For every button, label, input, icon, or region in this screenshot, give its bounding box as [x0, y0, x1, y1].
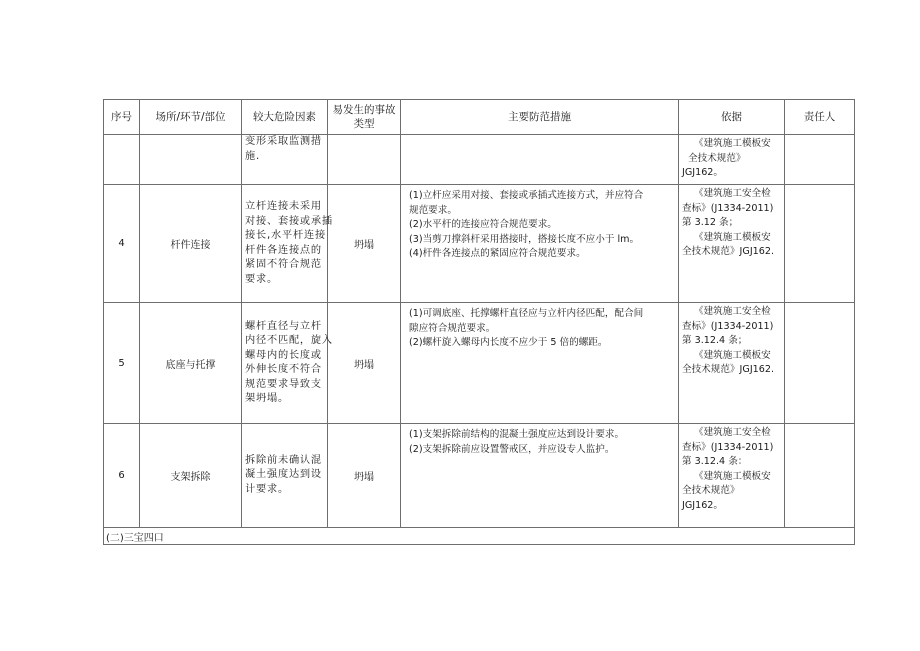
cell-no: 4	[104, 185, 140, 303]
cell-basis	[679, 424, 785, 528]
hazard-line: 螺杆直径与立杆	[245, 320, 322, 332]
hazard-line: 拆除前未确认混	[245, 454, 322, 466]
cell-owner	[785, 185, 855, 303]
hazard-line: 计要求。	[245, 483, 289, 495]
measure-line: 规范要求。	[409, 204, 457, 216]
measure-line: (2)支架拆除前应设置警戒区，并应设专人监护。	[409, 443, 615, 455]
basis-line: 第 3.12 条；	[682, 217, 739, 228]
cell-hazard	[242, 135, 328, 185]
cell-hazard	[242, 185, 333, 303]
basis-line: 《建筑施工安全检	[694, 427, 771, 438]
cell-owner	[785, 303, 855, 424]
header-accident-type	[328, 100, 401, 135]
hazard-line: 凝土强度达到设	[245, 469, 322, 481]
table-row	[104, 185, 855, 303]
cell-owner	[785, 424, 855, 528]
cell-no: 5	[104, 303, 140, 424]
section-heading: (二)三宝四口	[104, 528, 855, 545]
cell-place: 底座与托撑	[140, 303, 242, 424]
hazard-line: 对接、套接或承插	[245, 215, 333, 227]
basis-line: 《建筑施工模板安	[694, 231, 771, 243]
cell-no	[104, 135, 140, 185]
measure-line: 隙应符合规范要求。	[409, 322, 496, 334]
basis-line: 《建筑施工安全检	[694, 306, 771, 317]
basis-line: 查标》(J1334-2011)	[682, 202, 774, 214]
cell-accident-type	[328, 135, 401, 185]
cell-measures	[401, 135, 679, 185]
basis-line: 全技术规范》JGJ162.	[682, 364, 775, 375]
measure-line: (2)螺杆旋入螺母内长度不应少于 5 倍的螺距。	[409, 337, 608, 348]
hazard-line: 施.	[245, 150, 261, 162]
cell-measures	[401, 424, 679, 528]
cell-measures	[401, 303, 679, 424]
measure-line: (3)当剪刀撑斜杆采用搭接时，搭接长度不应小于 lm。	[409, 233, 640, 245]
cell-basis	[679, 303, 785, 424]
measure-line: (2)水平杆的连接应符合规范要求。	[409, 219, 557, 230]
basis-line: 全技术规范》JGJ162.	[682, 246, 775, 257]
basis-line: 全技术规范》	[682, 485, 740, 496]
document-sheet	[103, 99, 854, 545]
section-row	[104, 528, 855, 545]
header-basis: 依据	[679, 100, 785, 135]
hazard-line: 杆件各连接点的	[245, 244, 322, 256]
hazard-line: 螺母内的长度或	[245, 349, 322, 361]
hazard-line: 外伸长度不符合	[245, 364, 322, 375]
measure-line: (4)杆件各连接点的紧固应符合规范要求。	[409, 248, 586, 259]
cell-place	[140, 135, 242, 185]
hazard-line: 变形采取监测措	[245, 136, 322, 147]
basis-line: 查标》(J1334-2011)	[682, 441, 774, 453]
basis-line: 全技术规范》	[688, 152, 746, 164]
header-row	[104, 100, 855, 135]
header-no: 序号	[104, 100, 140, 135]
measure-line: (1)可调底座、托撑螺杆直径应与立杆内径匹配，配合间	[409, 308, 644, 319]
cell-hazard	[242, 424, 328, 528]
cell-measures	[401, 185, 679, 303]
cell-accident-type: 坍塌	[328, 185, 401, 303]
cell-place: 杆件连接	[140, 185, 242, 303]
cell-hazard	[242, 303, 333, 424]
basis-line: 第 3.12.4 条：	[682, 456, 748, 467]
risk-table	[103, 99, 855, 545]
cell-place: 支架拆除	[140, 424, 242, 528]
basis-line: 《建筑施工模板安	[694, 349, 771, 361]
cell-basis	[679, 185, 785, 303]
hazard-line: 紧固不符合规范	[245, 259, 322, 270]
header-hazard: 较大危险因素	[242, 100, 328, 135]
table-row	[104, 424, 855, 528]
header-measures: 主要防范措施	[401, 100, 679, 135]
hazard-line: 规范要求导致支	[245, 378, 322, 390]
hazard-line: 内径不匹配，旋入	[245, 335, 333, 346]
header-place: 场所/环节/部位	[140, 100, 242, 135]
hazard-line: 要求。	[245, 273, 278, 285]
hazard-line: 接长,水平杆连接	[245, 230, 326, 241]
cell-accident-type: 坍塌	[328, 303, 401, 424]
basis-line: 第 3.12.4 条；	[682, 335, 748, 346]
basis-line: 《建筑施工模板安	[694, 470, 771, 482]
header-owner: 责任人	[785, 100, 855, 135]
hazard-line: 立杆连接未采用	[245, 201, 322, 212]
cell-owner	[785, 135, 855, 185]
measure-line: (1)支架拆除前结构的混凝土强度应达到设计要求。	[409, 429, 625, 440]
table-row	[104, 303, 855, 424]
basis-line: JGJ162。	[682, 167, 723, 178]
header-accident-type-text: 易发生的事故类型	[332, 104, 396, 130]
basis-line: 《建筑施工模板安	[694, 138, 771, 149]
hazard-line: 架坍塌。	[245, 393, 289, 404]
table-row	[104, 135, 855, 185]
basis-line: JGJ162。	[682, 499, 723, 511]
basis-line: 《建筑施工安全检	[694, 188, 771, 199]
measure-line: (1)立杆应采用对接、套接或承插式连接方式，并应符合	[409, 190, 644, 201]
basis-line: 查标》(J1334-2011)	[682, 320, 774, 332]
cell-accident-type: 坍塌	[328, 424, 401, 528]
cell-basis	[679, 135, 785, 185]
cell-no: 6	[104, 424, 140, 528]
